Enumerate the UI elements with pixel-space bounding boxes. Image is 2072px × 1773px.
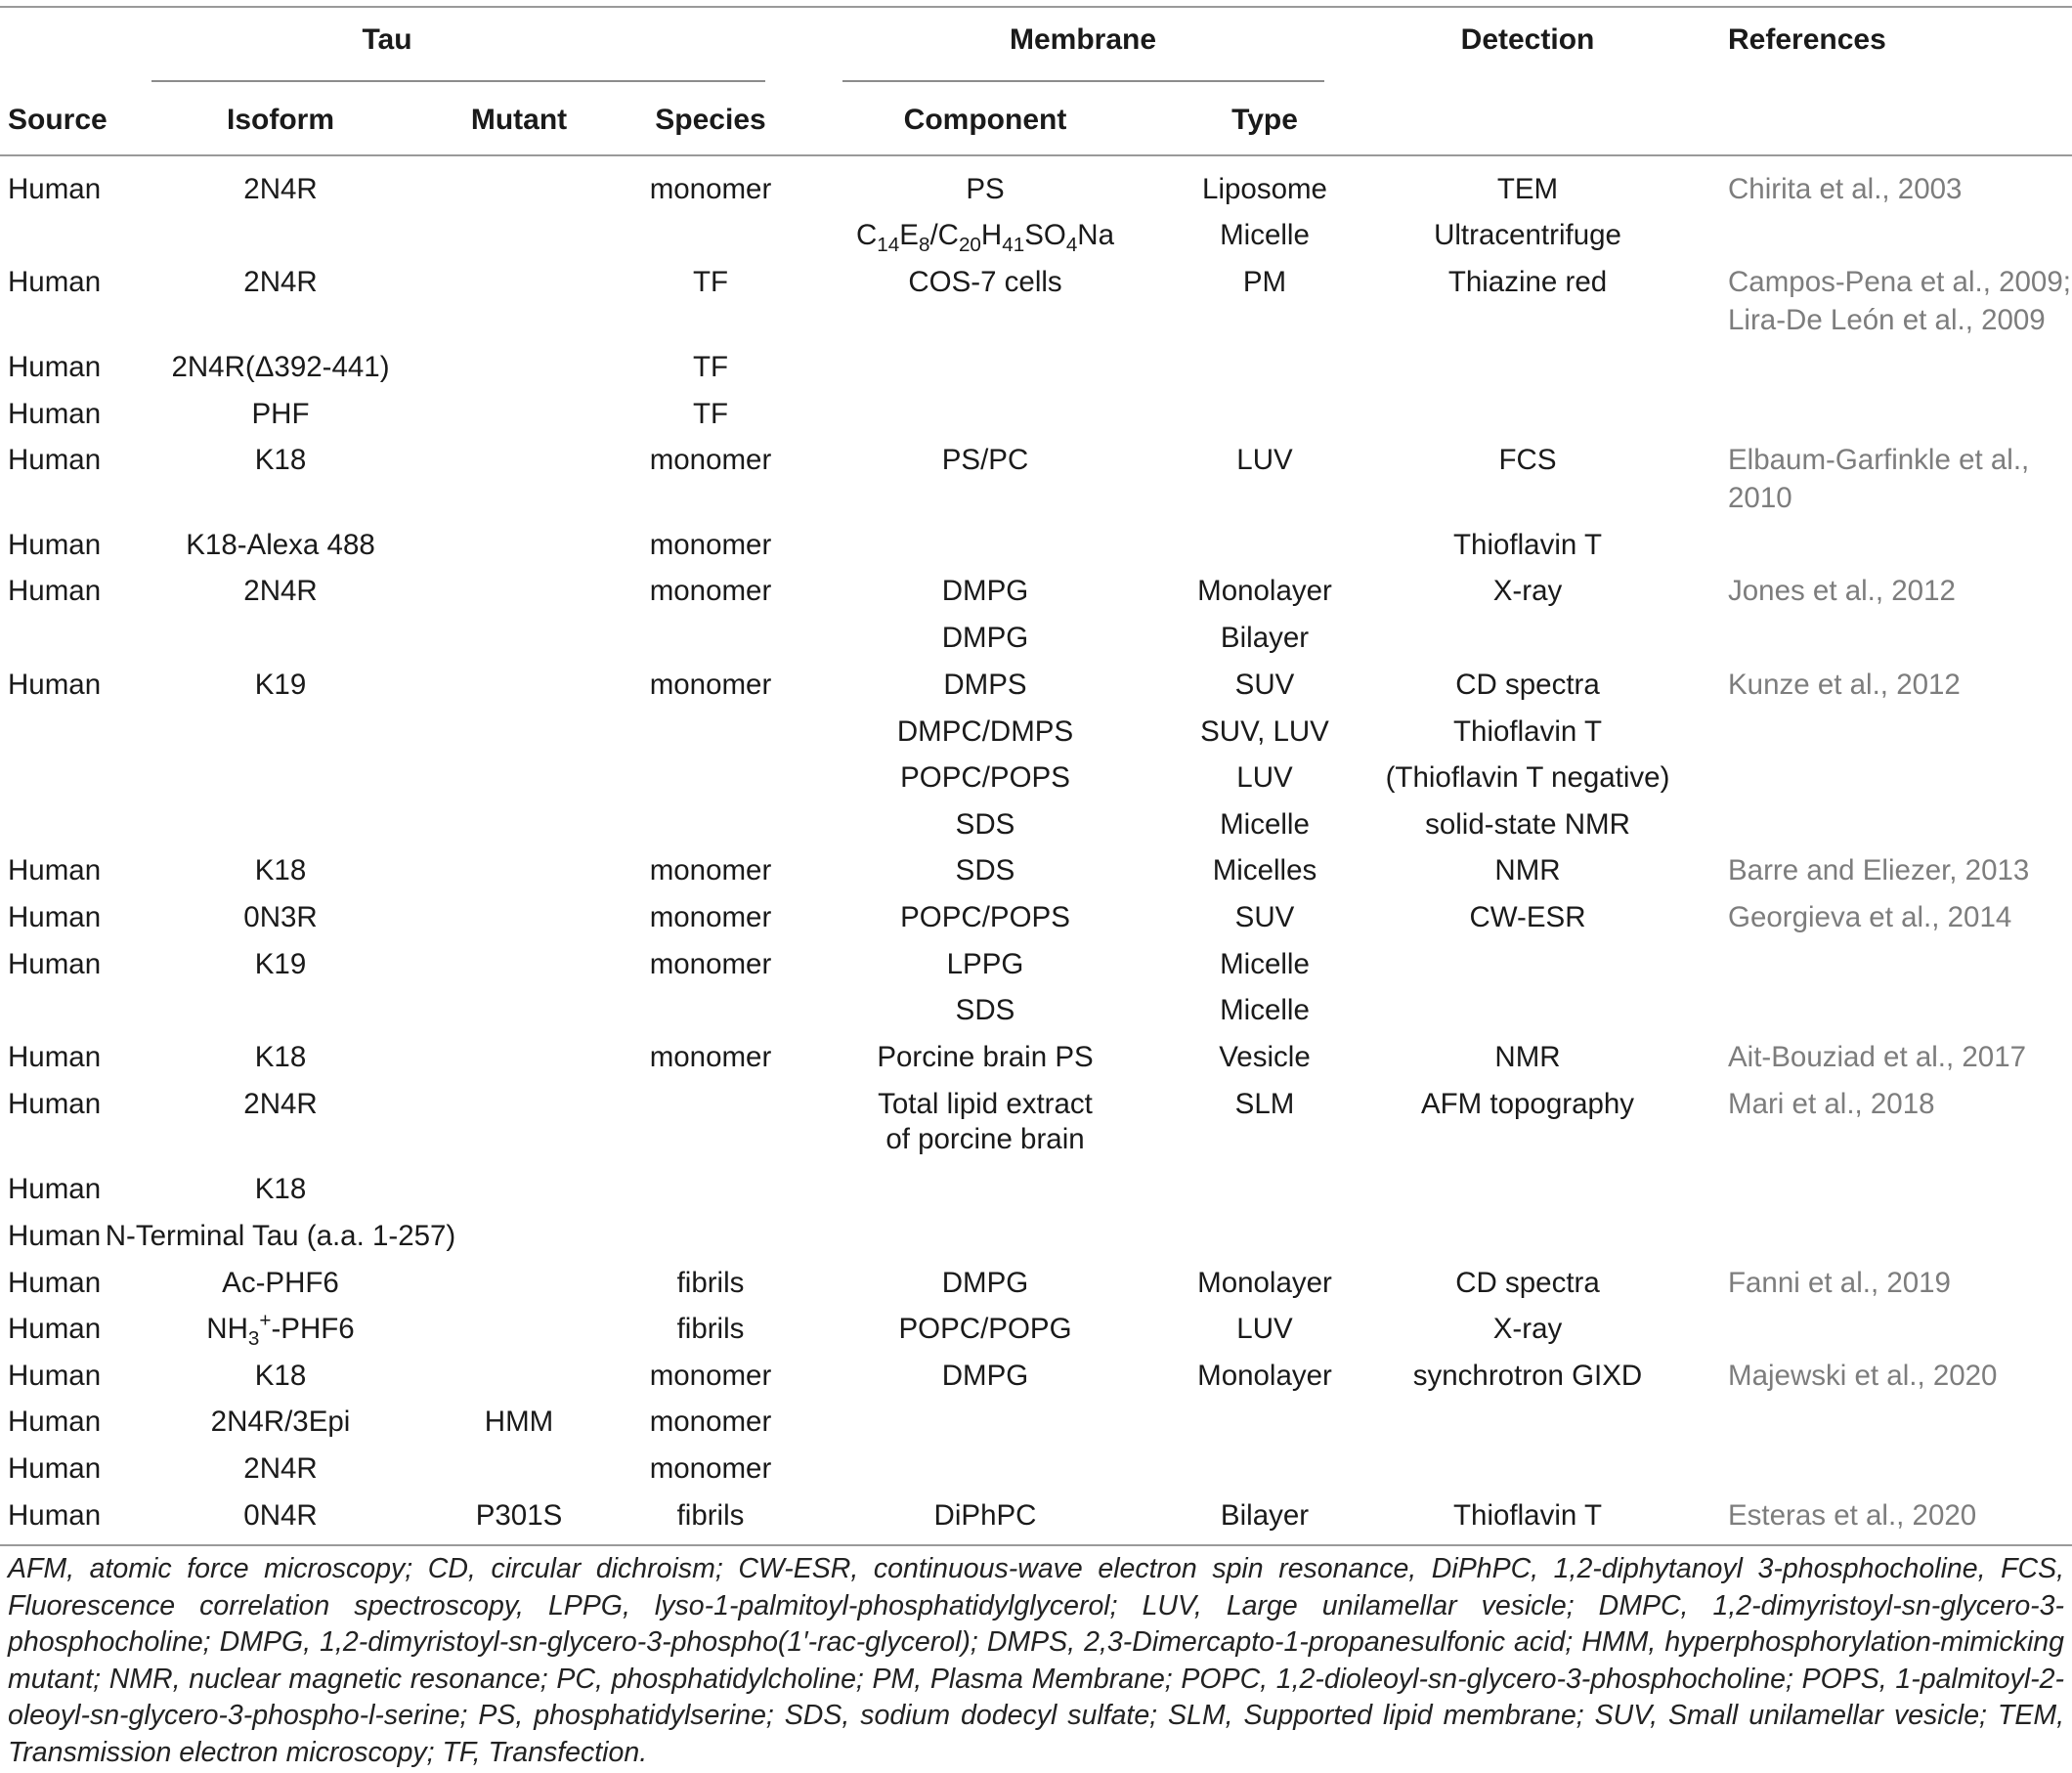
cell-reference[interactable]: Lira-De León et al., 2009 [1728, 304, 2046, 336]
cell-mutant: P301S [475, 1499, 563, 1532]
header-bottom-rule [0, 154, 2072, 156]
cell-isoform: Ac-PHF6 [222, 1267, 339, 1299]
cell-source: Human [8, 948, 102, 980]
cell-component: DMPS [943, 669, 1027, 701]
cell-component: DMPC/DMPS [896, 715, 1074, 748]
header-references: References [1728, 23, 1886, 56]
cell-detection: synchrotron GIXD [1412, 1360, 1643, 1392]
cell-detection: Thioflavin T [1453, 529, 1602, 561]
cell-species: monomer [649, 529, 772, 561]
cell-species: monomer [649, 1360, 772, 1392]
cell-reference[interactable]: 2010 [1728, 482, 1792, 514]
cell-source: Human [8, 1360, 102, 1392]
cell-component: SDS [955, 808, 1015, 841]
cell-isoform: 2N4R [243, 1452, 318, 1485]
cell-isoform: PHF [251, 398, 310, 430]
cell-isoform: K18 [254, 1173, 307, 1205]
cell-component: DMPG [941, 575, 1029, 607]
cell-isoform: K18 [254, 1041, 307, 1073]
cell-type: SLM [1234, 1088, 1295, 1120]
cell-type: LUV [1236, 1313, 1293, 1345]
cell-isoform: 2N4R [243, 266, 318, 298]
cell-reference[interactable]: Kunze et al., 2012 [1728, 669, 1961, 701]
cell-component: POPC/POPS [900, 761, 1070, 794]
cell-component: Total lipid extract of porcine brain [878, 1088, 1093, 1155]
cell-component: POPC/POPG [898, 1313, 1072, 1345]
cell-source: Human [8, 1452, 102, 1485]
cell-component: COS-7 cells [908, 266, 1062, 298]
cell-species: monomer [649, 173, 772, 205]
cell-detection: FCS [1498, 444, 1557, 476]
cell-detection: (Thioflavin T negative) [1385, 761, 1670, 794]
cell-source: Human [8, 444, 102, 476]
cell-type: Micelle [1220, 808, 1310, 841]
cell-type: Bilayer [1220, 1499, 1310, 1532]
header-species: Species [655, 104, 766, 136]
cell-detection: TEM [1496, 173, 1559, 205]
header-isoform: Isoform [226, 104, 335, 136]
cell-detection: Ultracentrifuge [1434, 219, 1621, 251]
cell-species: monomer [649, 444, 772, 476]
cell-type: Micelles [1212, 854, 1317, 886]
cell-source: Human [8, 266, 102, 298]
cell-reference[interactable]: Jones et al., 2012 [1728, 575, 1956, 607]
cell-reference[interactable]: Majewski et al., 2020 [1728, 1360, 1998, 1392]
cell-reference[interactable]: Ait-Bouziad et al., 2017 [1728, 1041, 2027, 1073]
cell-isoform: N-Terminal Tau (a.a. 1-257) [105, 1220, 456, 1252]
cell-species: monomer [649, 575, 772, 607]
cell-detection: NMR [1494, 1041, 1561, 1073]
cell-detection: CD spectra [1455, 669, 1600, 701]
cell-species: fibrils [676, 1313, 745, 1345]
cell-component: DMPG [941, 1360, 1029, 1392]
cell-reference[interactable]: Fanni et al., 2019 [1728, 1267, 1951, 1299]
cell-reference[interactable]: Barre and Eliezer, 2013 [1728, 854, 2030, 886]
cell-source: Human [8, 1173, 102, 1205]
cell-isoform: K19 [254, 948, 307, 980]
table-bottom-rule [0, 1544, 2072, 1546]
cell-isoform: K18 [254, 1360, 307, 1392]
cell-source: Human [8, 351, 102, 383]
cell-species: monomer [649, 1041, 772, 1073]
cell-source: Human [8, 173, 102, 205]
cell-reference[interactable]: Chirita et al., 2003 [1728, 173, 1963, 205]
cell-reference[interactable]: Georgieva et al., 2014 [1728, 901, 2012, 933]
cell-detection: Thioflavin T [1453, 715, 1602, 748]
cell-species: TF [692, 398, 729, 430]
cell-type: Micelle [1220, 948, 1310, 980]
cell-source: Human [8, 575, 102, 607]
cell-type: Bilayer [1220, 622, 1310, 654]
cell-type: LUV [1236, 444, 1293, 476]
cell-species: monomer [649, 669, 772, 701]
cell-component: PS [966, 173, 1005, 205]
cell-species: monomer [649, 1405, 772, 1438]
cell-component: SDS [955, 994, 1015, 1026]
table-footnote: AFM, atomic force microscopy; CD, circular dichroism; CW-ESR, continuous-wave electron spin resonance, DiPhPC, 1,2-diphytanoyl 3-phosphocholine, FCS, Fluorescence correlation spectroscopy, LPPG, lyso-1-palmitoyl-phosphatidylglycerol; LUV, Large unilamellar vesicle; DMPC, 1,2-dimyristoyl-sn-glycero-3-phosphocholine; DMPG, 1,2-dimyristoyl-sn-glycero-3-phospho(1′-rac-glycerol); DMPS, 2,3-Dimercapto-1-propanesulfonic acid; HMM, hyperphosphorylation-mimicking mutant; NMR, nuclear magnetic resonance; PC, phosphatidylcholine; PM, Plasma Membrane; POPC, 1,2-dioleoyl-sn-glycero-3-phosphocholine; POPS, 1-palmitoyl-2-oleoyl-sn-glycero-3-phospho-l-serine; PS, phosphatidylserine; SDS, sodium dodecyl sulfate; SLM, Supported lipid membrane; SUV, Small unilamellar vesicle; TEM, Transmission electron microscopy; TF, Transfection. [8, 1553, 2064, 1768]
cell-isoform: K18-Alexa 488 [186, 529, 375, 561]
cell-source: Human [8, 1088, 102, 1120]
cell-isoform: K18 [254, 444, 307, 476]
cell-species: monomer [649, 948, 772, 980]
cell-species: monomer [649, 1452, 772, 1485]
cell-detection: CD spectra [1455, 1267, 1600, 1299]
cell-source: Human [8, 1220, 102, 1252]
cell-detection: X-ray [1492, 1313, 1563, 1345]
cell-component: DiPhPC [933, 1499, 1037, 1532]
cell-detection: Thiazine red [1447, 266, 1608, 298]
header-source: Source [8, 104, 108, 136]
cell-detection: X-ray [1492, 575, 1563, 607]
cell-species: TF [692, 266, 729, 298]
cell-source: Human [8, 901, 102, 933]
cell-isoform: 2N4R/3Epi [210, 1405, 351, 1438]
membrane-group-rule [842, 80, 1324, 82]
cell-species: monomer [649, 854, 772, 886]
cell-source: Human [8, 398, 102, 430]
cell-detection: NMR [1494, 854, 1561, 886]
cell-source: Human [8, 529, 102, 561]
cell-type: Monolayer [1197, 1360, 1332, 1392]
cell-component: PS/PC [941, 444, 1029, 476]
cell-type: Monolayer [1197, 1267, 1332, 1299]
cell-component: Porcine brain PS [877, 1041, 1094, 1073]
cell-isoform: 2N4R(Δ392-441) [171, 351, 390, 383]
cell-type: Micelle [1220, 219, 1310, 251]
cell-isoform: 0N3R [243, 901, 318, 933]
cell-isoform: 0N4R [243, 1499, 318, 1532]
cell-detection: CW-ESR [1469, 901, 1586, 933]
cell-source: Human [8, 1405, 102, 1438]
cell-mutant: HMM [484, 1405, 554, 1438]
cell-type: SUV [1234, 669, 1295, 701]
header-component: Component [903, 104, 1067, 136]
cell-detection: AFM topography [1420, 1088, 1635, 1120]
cell-reference[interactable]: Esteras et al., 2020 [1728, 1499, 1977, 1532]
cell-species: monomer [649, 901, 772, 933]
cell-component: DMPG [941, 1267, 1029, 1299]
cell-type: SUV [1234, 901, 1295, 933]
cell-component: $C_{14}E_8/C_{20}H_{41}SO_4Na$ [855, 219, 1115, 257]
header-mutant: Mutant [470, 104, 568, 136]
cell-component: DMPG [941, 622, 1029, 654]
cell-source: Human [8, 1313, 102, 1345]
cell-species: TF [692, 351, 729, 383]
cell-species: fibrils [676, 1267, 745, 1299]
tau-group-rule [151, 80, 765, 82]
cell-isoform: K18 [254, 854, 307, 886]
cell-type: Micelle [1220, 994, 1310, 1026]
cell-source: Human [8, 854, 102, 886]
cell-source: Human [8, 1499, 102, 1532]
header-tau: Tau [362, 23, 412, 56]
cell-type: SUV, LUV [1200, 715, 1329, 748]
cell-type: Monolayer [1197, 575, 1332, 607]
cell-source: Human [8, 1041, 102, 1073]
cell-detection: solid-state NMR [1425, 808, 1630, 841]
cell-component: SDS [955, 854, 1015, 886]
cell-species: fibrils [676, 1499, 745, 1532]
header-membrane: Membrane [1009, 23, 1157, 56]
cell-type: PM [1242, 266, 1287, 298]
cell-reference[interactable]: Campos-Pena et al., 2009; [1728, 266, 2071, 298]
cell-detection: Thioflavin T [1453, 1499, 1602, 1532]
cell-isoform: 2N4R [243, 173, 318, 205]
cell-type: Vesicle [1219, 1041, 1311, 1073]
cell-source: Human [8, 1267, 102, 1299]
header-detection: Detection [1460, 23, 1595, 56]
cell-reference[interactable]: Mari et al., 2018 [1728, 1088, 1935, 1120]
cell-component: LPPG [946, 948, 1024, 980]
cell-isoform: 2N4R [243, 1088, 318, 1120]
cell-type: Liposome [1202, 173, 1327, 205]
cell-reference[interactable]: Elbaum-Garfinkle et al., [1728, 444, 2030, 476]
header-type: Type [1231, 104, 1298, 136]
top-rule [0, 6, 2072, 8]
cell-component: POPC/POPS [900, 901, 1070, 933]
cell-isoform: 2N4R [243, 575, 318, 607]
cell-source: Human [8, 669, 102, 701]
cell-isoform: K19 [254, 669, 307, 701]
cell-type: LUV [1236, 761, 1293, 794]
cell-isoform: $NH_3^+-PHF6$ [206, 1309, 355, 1351]
